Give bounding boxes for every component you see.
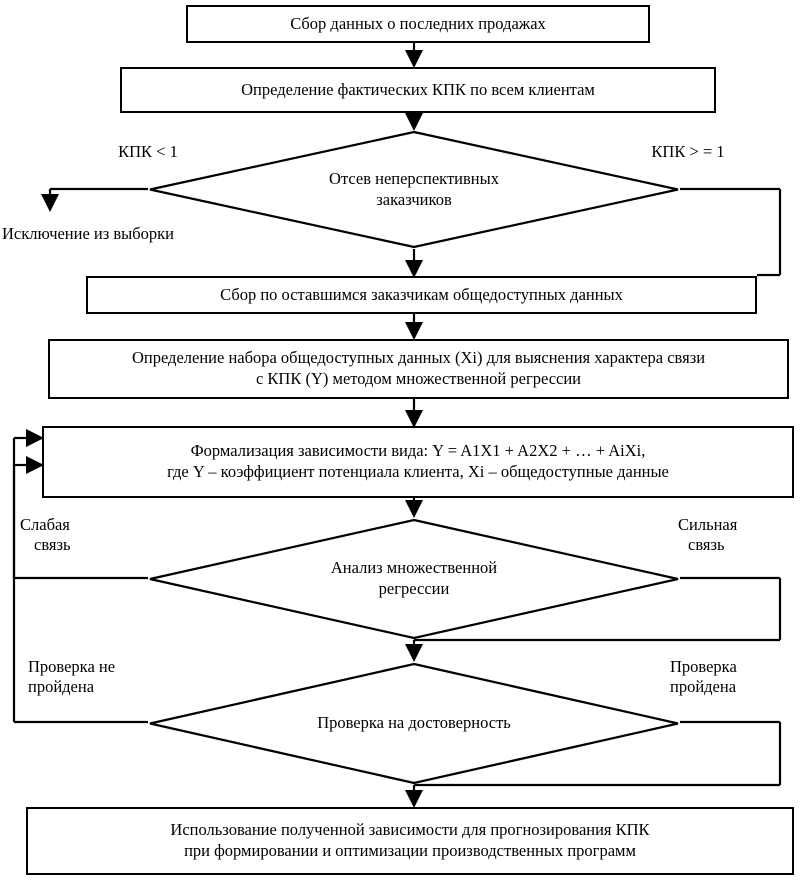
node-label: Определение фактических КПК по всем клиентам [241, 79, 595, 99]
node-label: Сбор данных о последних продажах [290, 13, 546, 33]
node-label: Использование полученной зависимости для прогнозирования КПК при формировании и оптимизации производственных программ [170, 820, 650, 860]
node-formalize-dependency [42, 426, 794, 498]
node-multiple-regression-analysis [148, 518, 680, 640]
node-label: Отсев неперспективных заказчиков [329, 168, 499, 209]
node-reliability-check [148, 662, 680, 785]
edge-label-exclude-from-sample: Исключение из выборки [2, 224, 175, 243]
edge-label-check-failed: Проверка не пройдена [28, 657, 116, 696]
node-use-dependency-for-forecast [26, 807, 794, 875]
edge-label-kpk-greater-equal-1: КПК > = 1 [651, 142, 725, 161]
edge-label-weak-relation: Слабая связь [20, 515, 71, 554]
edge-label-kpk-less-than-1: КПК < 1 [118, 142, 178, 161]
node-determine-actual-kpk [120, 67, 716, 113]
node-define-public-data-set [48, 339, 789, 399]
node-collect-sales-data [186, 5, 650, 43]
node-label: Определение набора общедоступных данных (Xi) для выяснения характера связи с КПК (Y) методом множественной регрессии [131, 348, 706, 388]
node-label: Сбор по оставшимся заказчикам общедоступных данных [220, 284, 623, 304]
node-collect-public-data [86, 276, 757, 314]
node-label: Формализация зависимости вида: Y = A1X1 + A2X2 + … + AiXi, где Y – коэффициент потенциала клиента, Xi – общедоступные данные [167, 441, 669, 481]
node-label: Проверка на достоверность [317, 713, 511, 733]
edge-label-check-passed: Проверка пройдена [670, 657, 737, 696]
edge-label-strong-relation: Сильная связь [678, 515, 738, 554]
node-label: Анализ множественной регрессии [330, 558, 498, 598]
